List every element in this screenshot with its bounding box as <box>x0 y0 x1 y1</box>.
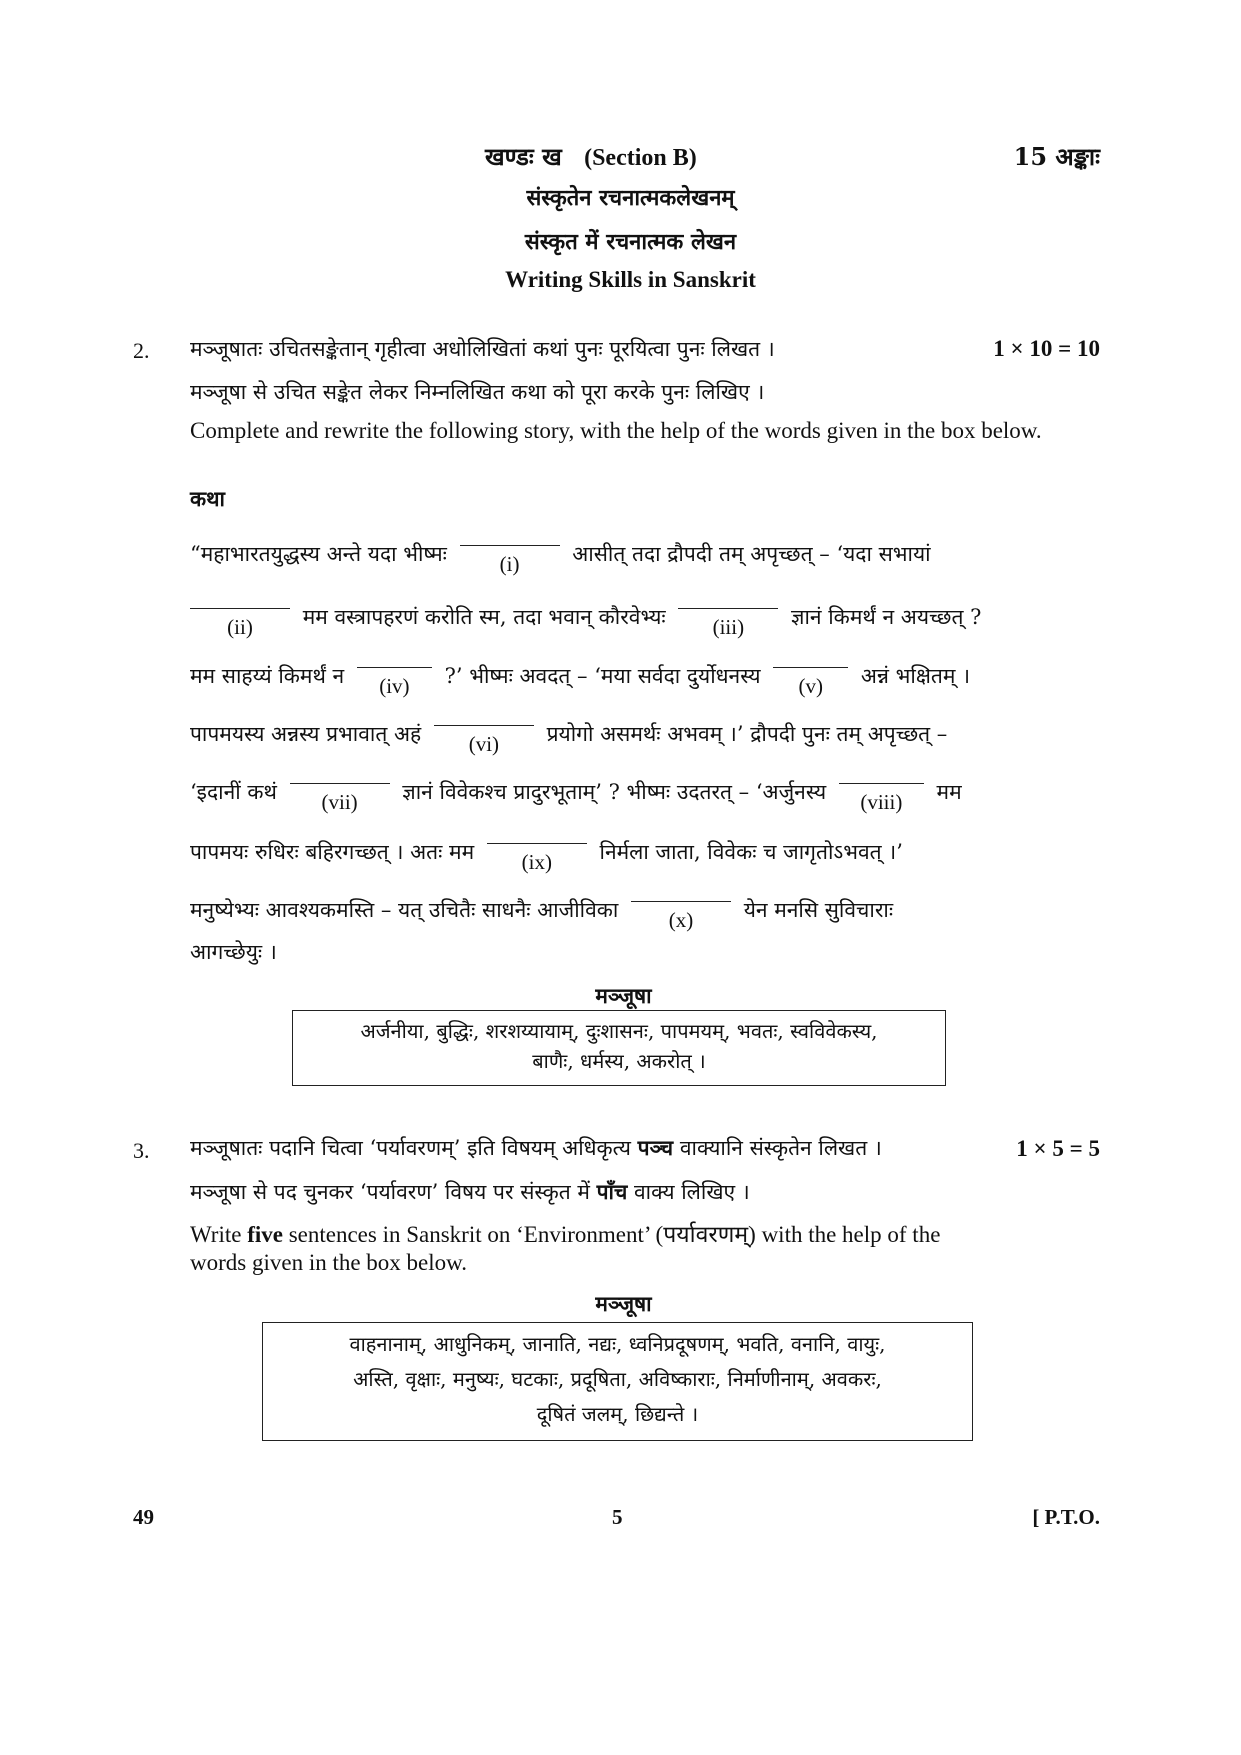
blank-vii: (vii) <box>290 783 390 785</box>
question-3-instruction-english-line-2: words given in the box below. <box>190 1250 468 1275</box>
blank-x: (x) <box>631 901 731 903</box>
footer-page-number: 5 <box>612 1505 623 1529</box>
blank-iii: (iii) <box>678 608 778 610</box>
blank-v: (v) <box>773 667 848 669</box>
word-box-q3-line-2: अस्ति, वृक्षाः, मनुष्यः, घटकाः, प्रदूषिता, अविष्काराः, निर्माणीनाम्, अवकरः, <box>353 1367 882 1391</box>
footer-paper-code: 49 <box>133 1505 154 1529</box>
word-box-q3 <box>262 1322 973 1441</box>
section-heading <box>485 140 697 173</box>
section-heading-english: (Section B) <box>584 145 697 171</box>
word-box-q2 <box>292 1010 946 1086</box>
section-marks: 15 अङ्काः <box>1013 142 1100 171</box>
title-hindi: संस्कृत में रचनात्मक लेखन <box>524 229 737 255</box>
story-line-3: मम साहय्यं किमर्थं न (iv) ?’ भीष्मः अवदत् – ‘मया सर्वदा दुर्योधनस्य (v) अन्नं भक्षितम् । <box>190 664 971 698</box>
word-box-q2-line-1: अर्जनीया, बुद्धिः, शरशय्यायाम्, दुःशासनः, पापमयम्, भवतः, स्वविवेकस्य, <box>360 1019 878 1043</box>
blank-viii: (viii) <box>839 783 924 785</box>
story-line-7: मनुष्येभ्यः आवश्यकमस्ति – यत् उचितैः साधनैः आजीविका (x) येन मनसि सुविचाराः <box>190 898 894 932</box>
question-3-number: 3. <box>133 1138 150 1163</box>
question-2-number: 2. <box>133 338 150 363</box>
word-box-q3-line-1: वाहनानाम्, आधुनिकम्, जानाति, नद्यः, ध्वनिप्रदूषणम्, भवति, वनानि, वायुः, <box>349 1332 886 1356</box>
blank-vi: (vi) <box>434 725 534 727</box>
section-heading-hindi: खण्डः ख <box>485 142 562 171</box>
question-3-instruction-hindi: मञ्जूषा से पद चुनकर ‘पर्यावरण’ विषय पर संस्कृत में पाँच वाक्य लिखिए । <box>190 1179 750 1204</box>
story-line-1: “महाभारतयुद्धस्य अन्ते यदा भीष्मः (i) आसीत् तदा द्रौपदी तम् अपृच्छत् – ‘यदा सभायां <box>190 542 931 576</box>
question-2-instruction-english: Complete and rewrite the following story, with the help of the words given in the box below. <box>190 418 1042 443</box>
word-box-title-q3: मञ्जूषा <box>595 1291 652 1316</box>
title-english: Writing Skills in Sanskrit <box>505 267 756 292</box>
story-line-4: पापमयस्य अन्नस्य प्रभावात् अहं (vi) प्रयोगो असमर्थः अभवम् ।’ द्रौपदी पुनः तम् अपृच्छत् – <box>190 722 948 756</box>
blank-ix: (ix) <box>487 843 587 845</box>
title-sanskrit: संस्कृतेन रचनात्मकलेखनम् <box>526 185 735 211</box>
blank-i: (i) <box>460 545 560 547</box>
blank-iv: (iv) <box>357 667 432 669</box>
word-box-q3-line-3: दूषितं जलम्, छिद्यन्ते । <box>536 1402 699 1426</box>
question-2-instruction-hindi: मञ्जूषा से उचित सङ्केत लेकर निम्नलिखित कथा को पूरा करके पुनः लिखिए । <box>190 380 765 404</box>
blank-ii: (ii) <box>190 608 290 610</box>
story-line-5: ‘इदानीं कथं (vii) ज्ञानं विवेकश्च प्रादुरभूताम्’ ? भीष्मः उदतरत् – ‘अर्जुनस्य (viii) मम <box>190 780 962 814</box>
word-box-q2-line-2: बाणैः, धर्मस्य, अकरोत् । <box>532 1049 706 1073</box>
question-2-marks: 1 × 10 = 10 <box>993 336 1100 361</box>
story-line-2: (ii) मम वस्त्रापहरणं करोति स्म, तदा भवान् कौरवेभ्यः (iii) ज्ञानं किमर्थं न अयच्छत् ? <box>190 603 1060 631</box>
footer-pto: [ P.T.O. <box>1032 1505 1100 1529</box>
question-2-instruction-sanskrit: मञ्जूषातः उचितसङ्केतान् गृहीत्वा अधोलिखितां कथां पुनः पूरयित्वा पुनः लिखत । <box>190 337 775 361</box>
question-3-instruction-english-line-1: Write five sentences in Sanskrit on ‘Environment’ (पर्यावरणम्) with the help of the <box>190 1222 941 1247</box>
question-3-marks: 1 × 5 = 5 <box>1016 1136 1100 1161</box>
story-line-6: पापमयः रुधिरः बहिरगच्छत् । अतः मम (ix) निर्मला जाता, विवेकः च जागृतोऽभवत् ।’ <box>190 840 903 874</box>
story-label: कथा <box>190 486 225 511</box>
question-3-instruction-sanskrit: मञ्जूषातः पदानि चित्वा ‘पर्यावरणम्’ इति विषयम् अधिकृत्य पञ्च वाक्यानि संस्कृतेन लिखत । <box>190 1135 882 1160</box>
word-box-title-q2: मञ्जूषा <box>595 983 652 1008</box>
story-line-8: आगच्छेयुः । <box>190 940 277 964</box>
